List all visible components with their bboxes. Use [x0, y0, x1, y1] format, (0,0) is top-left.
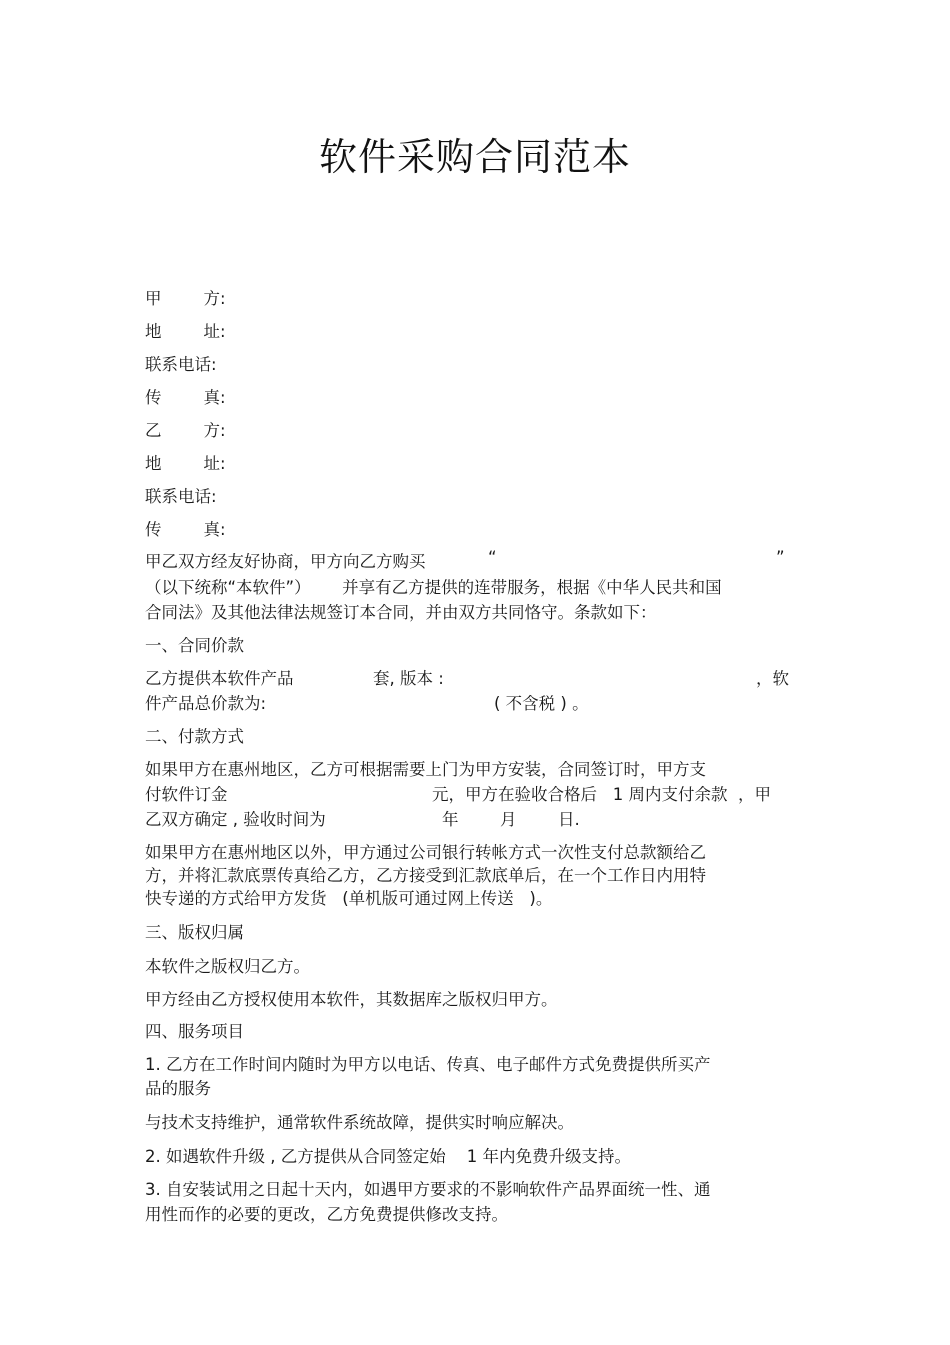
section-4-heading: 四、服务项目 — [145, 1022, 244, 1041]
section-1-line-2b: ( 不含税 ) 。 — [494, 694, 589, 713]
party-a-phone-label: 联系电话: — [145, 355, 217, 374]
section-1-line-1c: ，软 — [756, 669, 789, 688]
section-2-heading: 二、付款方式 — [145, 727, 244, 746]
section-1-heading: 一、合同价款 — [145, 636, 244, 655]
section-4-item-3-line-1: 3. 自安装试用之日起十天内，如遇甲方要求的不影响软件产品界面统一性、通 — [145, 1180, 711, 1199]
section-1-line-1b: 套, 版本 : — [373, 669, 444, 688]
section-2-p1-line-1: 如果甲方在惠州地区，乙方可根据需要上门为甲方安装，合同签订时，甲方支 — [145, 760, 706, 779]
party-a-address-label: 地 址: — [145, 322, 226, 341]
section-1-line-2a: 件产品总价款为: — [145, 694, 267, 713]
section-2-year: 年 — [442, 810, 459, 829]
section-2-month: 月 — [500, 810, 517, 829]
section-4-item-1-line-2: 品的服务 — [145, 1079, 211, 1098]
party-a-name-label: 甲 方: — [145, 289, 226, 308]
section-3-p2: 甲方经由乙方授权使用本软件，其数据库之版权归甲方。 — [145, 990, 558, 1009]
section-2-p1-line-2b: 元，甲方在验收合格后 1 周内支付余款 ，甲 — [432, 785, 771, 804]
section-2-p2-line-3: 快专递的方式给甲方发货 (单机版可通过网上传送 )。 — [145, 889, 553, 908]
document-title: 软件采购合同范本 — [318, 135, 631, 179]
section-2-p1-line-2a: 付软件订金 — [145, 785, 228, 804]
section-2-p1-line-3a: 乙双方确定 , 验收时间为 — [145, 810, 326, 829]
section-3-p1: 本软件之版权归乙方。 — [145, 957, 310, 976]
party-b-name-label: 乙 方: — [145, 421, 226, 440]
party-a-fax-label: 传 真: — [145, 388, 226, 407]
preamble-close-quote: ” — [776, 548, 785, 567]
party-b-phone-label: 联系电话: — [145, 487, 217, 506]
party-b-fax-label: 传 真: — [145, 520, 226, 539]
preamble-open-quote: “ — [488, 548, 497, 567]
section-2-p2-line-1: 如果甲方在惠州地区以外，甲方通过公司银行转帐方式一次性支付总款额给乙 — [145, 843, 706, 862]
preamble-line-2: （以下统称“本软件”） 并享有乙方提供的连带服务，根据《中华人民共和国 — [145, 578, 722, 597]
section-4-item-1-line-1: 1. 乙方在工作时间内随时为甲方以电话、传真、电子邮件方式免费提供所买产 — [145, 1055, 711, 1074]
section-2-day: 日. — [558, 810, 580, 829]
section-4-item-2: 2. 如遇软件升级 , 乙方提供从合同签定始 1 年内免费升级支持。 — [145, 1147, 631, 1166]
section-3-heading: 三、版权归属 — [145, 923, 244, 942]
section-2-p2-line-2: 方，并将汇款底票传真给乙方，乙方接受到汇款底单后，在一个工作日内用特 — [145, 866, 706, 885]
section-1-line-1a: 乙方提供本软件产品 — [145, 669, 294, 688]
section-4-item-1-line-3: 与技术支持维护，通常软件系统故障，提供实时响应解决。 — [145, 1113, 574, 1132]
party-b-address-label: 地 址: — [145, 454, 226, 473]
preamble-line-3: 合同法》及其他法律法规签订本合同，并由双方共同恪守。条款如下： — [145, 603, 657, 622]
section-4-item-3-line-2: 用性而作的必要的更改，乙方免费提供修改支持。 — [145, 1205, 508, 1224]
preamble-line-1: 甲乙双方经友好协商，甲方向乙方购买 — [145, 552, 426, 571]
